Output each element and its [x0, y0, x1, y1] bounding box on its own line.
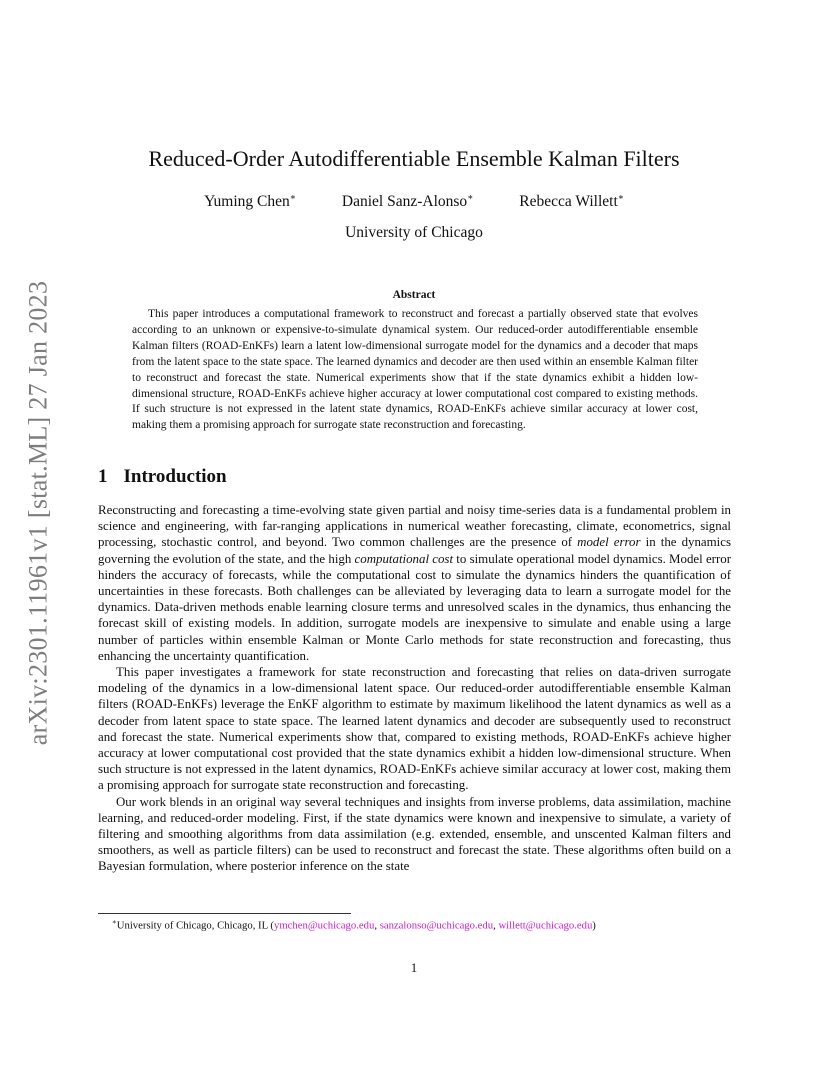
- author-footnote-mark: ∗: [617, 192, 624, 202]
- author-footnote-mark: ∗: [289, 192, 296, 202]
- emphasis-computational-cost: computational cost: [354, 551, 454, 566]
- email-link-ymchen[interactable]: ymchen@uchicago.edu: [273, 919, 375, 932]
- arxiv-identifier-text: arXiv:2301.11961v1 [stat.ML] 27 Jan 2023: [23, 280, 53, 746]
- paragraph-2: This paper investigates a framework for state reconstruction and forecasting that relies on data-driven surrogate modeling of the dynamics in a low-dimensional latent space. Our reduced-order autodifferentiable ensemble Kalman filters (ROAD-EnKFs) leverage the EnKF algorithm to estimate by maximum likelihood the latent dynamics as well as a decoder from latent space to state space. The learned latent dynamics and decoder are subsequently used to reconstruct and forecast the state. Numerical experiments show that, compared to existing methods, ROAD-EnKFs achieve higher accuracy at lower computational cost provided that the state dynamics exhibit a hidden low-dimensional structure. When such structure is not expressed in the latent dynamics, ROAD-EnKFs achieve similar accuracy at lower cost, making them a promising approach for surrogate state reconstruction and forecasting.: [98, 665, 731, 793]
- author-1: [204, 192, 296, 211]
- section-heading: [98, 466, 227, 488]
- body-text: [98, 502, 731, 875]
- author-name: Daniel Sanz-Alonso: [341, 193, 468, 211]
- email-link-willett[interactable]: willett@uchicago.edu: [498, 919, 593, 932]
- paragraph-text: in the dynamics governing the evolution of the state, and the high: [98, 535, 731, 566]
- page-number: 1: [410, 961, 418, 975]
- author-name: Yuming Chen: [204, 193, 290, 211]
- paragraph-text: Reconstructing and forecasting a time-evolving state given partial and noisy time-series data is a fundamental problem in science and engineering, with far-ranging applications in numerical weather forecasting, climate, econometrics, signal processing, stochastic control, and beyond. Two common challenges are the presence of: [98, 503, 731, 550]
- emphasis-model-error: model error: [577, 535, 641, 550]
- author-name: Rebecca Willett: [519, 193, 618, 211]
- author-2: [342, 192, 473, 211]
- footnote-divider: [98, 913, 351, 914]
- author-list: [0, 192, 828, 211]
- footnote-mark: ∗: [112, 918, 117, 926]
- footnote-separator: ,: [493, 919, 499, 932]
- footnote-separator: ,: [374, 919, 380, 932]
- paragraph-text: to simulate operational model dynamics. Model error hinders the accuracy of forecasts, while the computational cost to simulate the dynamics hinders the quantification of uncertainties in these forecasts. Both challenges can be alleviated by leveraging data to learn a surrogate model for the dynamics. Data-driven methods enable learning closure terms and unresolved scales in the dynamics, thus enhancing the forecast skill of existing models. In addition, surrogate models are inexpensive to simulate and enable using a large number of particles within ensemble Kalman or Monte Carlo methods for state reconstruction and forecasting, thus enhancing the uncertainty quantification.: [98, 551, 732, 663]
- abstract-heading: Abstract: [392, 289, 436, 301]
- section-title: Introduction: [123, 466, 227, 487]
- paragraph-1: [98, 502, 731, 664]
- author-3: [519, 192, 624, 211]
- footnote: [112, 918, 596, 932]
- footnote-close: ): [592, 919, 596, 932]
- paper-title: Reduced-Order Autodifferentiable Ensemble Kalman Filters: [148, 146, 680, 171]
- abstract-text: This paper introduces a computational framework to reconstruct and forecast a partially observed state that evolves according to an unknown or expensive-to-simulate dynamical system. Our reduced-order autodifferentiable ensemble Kalman filters (ROAD-EnKFs) learn a latent low-dimensional surrogate model for the dynamics and a decoder that maps from the latent space to the state space. The learned dynamics and decoder are then used within an ensemble Kalman filter to reconstruct and forecast the state. Numerical experiments show that if the state dynamics exhibit a hidden low-dimensional structure, ROAD-EnKFs achieve higher accuracy at lower computational cost compared to existing methods. If such structure is not expressed in the latent state dynamics, ROAD-EnKFs achieve similar accuracy at lower cost, making them a promising approach for surrogate state reconstruction and forecasting.: [132, 308, 698, 432]
- arxiv-identifier-stamp: [22, 280, 54, 746]
- email-link-sanzalonso[interactable]: sanzalonso@uchicago.edu: [379, 919, 494, 932]
- author-footnote-mark: ∗: [467, 192, 474, 202]
- footnote-text: University of Chicago, Chicago, IL (: [116, 919, 274, 932]
- affiliation: University of Chicago: [345, 224, 483, 241]
- section-number: 1: [98, 466, 108, 487]
- paragraph-3: Our work blends in an original way several techniques and insights from inverse problems, data assimilation, machine learning, and reduced-order modeling. First, if the state dynamics were known and inexpensive to simulate, a variety of filtering and smoothing algorithms from data assimilation (e.g. extended, ensemble, and unscented Kalman filters and smoothers, as well as particle filters) can be used to reconstruct and forecast the state. These algorithms often build on a Bayesian formulation, where posterior inference on the state: [98, 794, 731, 874]
